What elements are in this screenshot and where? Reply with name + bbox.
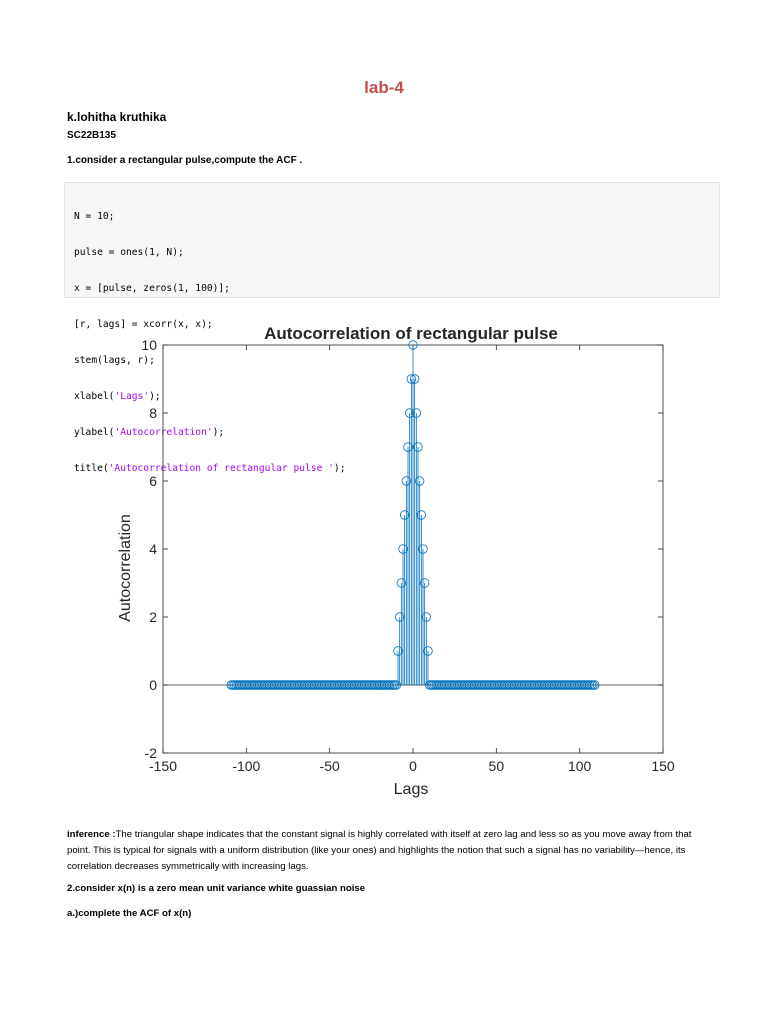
x-tick-label: 0 — [409, 758, 417, 774]
autocorrelation-chart — [100, 318, 680, 808]
x-axis-label: Lags — [393, 781, 429, 798]
code-line: pulse = ones(1, N); — [74, 247, 184, 258]
inference-label: inference : — [67, 829, 116, 840]
y-tick-label: 6 — [149, 473, 157, 489]
chart-title: Autocorrelation of rectangular pulse — [264, 324, 558, 343]
code-line: N = 10; — [74, 211, 115, 222]
code-line: x = [pulse, zeros(1, 100)]; — [74, 283, 230, 294]
author-name: k.lohitha kruthika — [67, 110, 167, 124]
y-axis-label: Autocorrelation — [117, 514, 134, 622]
x-tick-label: 50 — [488, 758, 505, 774]
code-line: title('Autocorrelation of rectangular pulse '); — [74, 463, 346, 474]
x-tick-label: -100 — [232, 758, 261, 774]
code-line: ylabel('Autocorrelation'); — [74, 427, 225, 438]
question-2a: a.)complete the ACF of x(n) — [67, 908, 192, 919]
question-2: 2.consider x(n) is a zero mean unit variance white guassian noise — [67, 883, 366, 894]
y-tick-label: 4 — [149, 541, 157, 557]
code-line: [r, lags] = xcorr(x, x); — [74, 319, 213, 330]
document-title: lab-4 — [364, 78, 404, 97]
code-block — [64, 182, 720, 474]
y-tick-label: -2 — [144, 745, 157, 761]
inference-paragraph — [67, 827, 707, 875]
y-tick-label: 0 — [149, 677, 157, 693]
y-tick-label: 10 — [141, 337, 157, 353]
x-tick-label: 150 — [651, 758, 675, 774]
roll-number: SC22B135 — [67, 130, 116, 141]
x-tick-label: -150 — [148, 758, 178, 774]
y-tick-label: 8 — [149, 405, 157, 421]
y-tick-label: 2 — [149, 609, 157, 625]
code-line: xlabel('Lags'); — [74, 391, 161, 402]
inference-text: The triangular shape indicates that the constant signal is highly correlated with itself at zero lag and less so as you move away from that point. This is typical for signals with a uniform distribution (like your ones) and highlights the notion that such a signal has no variability—hence, its correlation decreases symmetrically with increasing lags. — [67, 829, 692, 872]
code-line: stem(lags, r); — [74, 355, 155, 366]
x-tick-label: -50 — [319, 758, 340, 774]
x-tick-label: 100 — [567, 758, 592, 774]
question-1: 1.consider a rectangular pulse,compute the ACF . — [67, 155, 303, 166]
